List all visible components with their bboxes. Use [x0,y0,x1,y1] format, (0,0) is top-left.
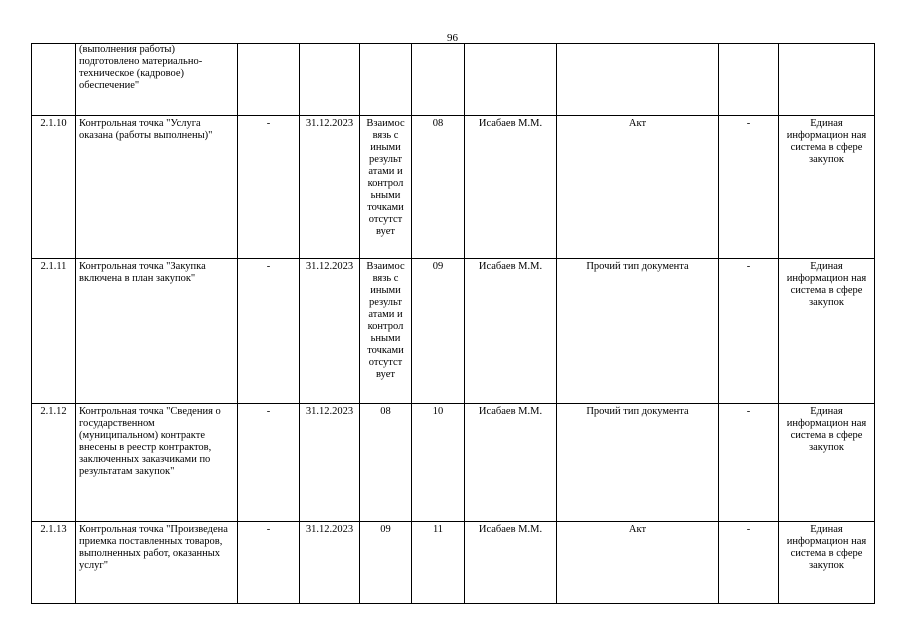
code-cell: 11 [412,522,465,604]
end-date-cell: 31.12.2023 [300,259,360,404]
extra-cell: - [719,116,779,259]
start-date-cell: - [238,116,300,259]
document-type-cell: Прочий тип документа [557,404,719,522]
document-type-cell: Акт [557,522,719,604]
information-system-cell: Единая информацион ная система в сфере закупок [779,404,875,522]
responsible-cell: Исабаев М.М. [465,116,557,259]
row-number-cell: 2.1.13 [32,522,76,604]
extra-cell: - [719,404,779,522]
information-system-cell: Единая информацион ная система в сфере закупок [779,259,875,404]
control-points-table [31,43,875,604]
page-number: 96 [447,32,458,44]
row-number-cell: 2.1.12 [32,404,76,522]
table-row [32,404,875,522]
control-point-name-cell: (выполнения работы) подготовлено материально-техническое (кадровое) обеспечение" [76,44,238,116]
start-date-cell: - [238,259,300,404]
code-cell: 08 [412,116,465,259]
information-system-cell [779,44,875,116]
row-number-cell: 2.1.11 [32,259,76,404]
control-point-name-cell: Контрольная точка "Закупка включена в план закупок" [76,259,238,404]
information-system-cell: Единая информацион ная система в сфере закупок [779,522,875,604]
extra-cell [719,44,779,116]
control-point-name-cell: Контрольная точка "Сведения о государственном (муниципальном) контракте внесены в реестр контрактов, заключенных заказчиками по результатам закупок" [76,404,238,522]
end-date-cell [300,44,360,116]
row-number-cell [32,44,76,116]
document-type-cell: Прочий тип документа [557,259,719,404]
code-cell [412,44,465,116]
table-row [32,259,875,404]
table-row [32,44,875,116]
relationship-cell: Взаимос вязь с иными результ атами и контрол ьными точками отсутст вует [360,259,412,404]
responsible-cell: Исабаев М.М. [465,522,557,604]
table-row [32,116,875,259]
relationship-cell: Взаимос вязь с иными результ атами и контрол ьными точками отсутст вует [360,116,412,259]
control-point-name-cell: Контрольная точка "Произведена приемка поставленных товаров, выполненных работ, оказанных услуг" [76,522,238,604]
responsible-cell [465,44,557,116]
responsible-cell: Исабаев М.М. [465,259,557,404]
relationship-cell [360,44,412,116]
start-date-cell [238,44,300,116]
code-cell: 10 [412,404,465,522]
extra-cell: - [719,522,779,604]
control-point-name-cell: Контрольная точка "Услуга оказана (работы выполнены)" [76,116,238,259]
end-date-cell: 31.12.2023 [300,522,360,604]
end-date-cell: 31.12.2023 [300,116,360,259]
code-cell: 09 [412,259,465,404]
row-number-cell: 2.1.10 [32,116,76,259]
table-row [32,522,875,604]
responsible-cell: Исабаев М.М. [465,404,557,522]
end-date-cell: 31.12.2023 [300,404,360,522]
relationship-cell: 09 [360,522,412,604]
document-type-cell: Акт [557,116,719,259]
relationship-cell: 08 [360,404,412,522]
information-system-cell: Единая информацион ная система в сфере закупок [779,116,875,259]
start-date-cell: - [238,522,300,604]
start-date-cell: - [238,404,300,522]
document-type-cell [557,44,719,116]
extra-cell: - [719,259,779,404]
